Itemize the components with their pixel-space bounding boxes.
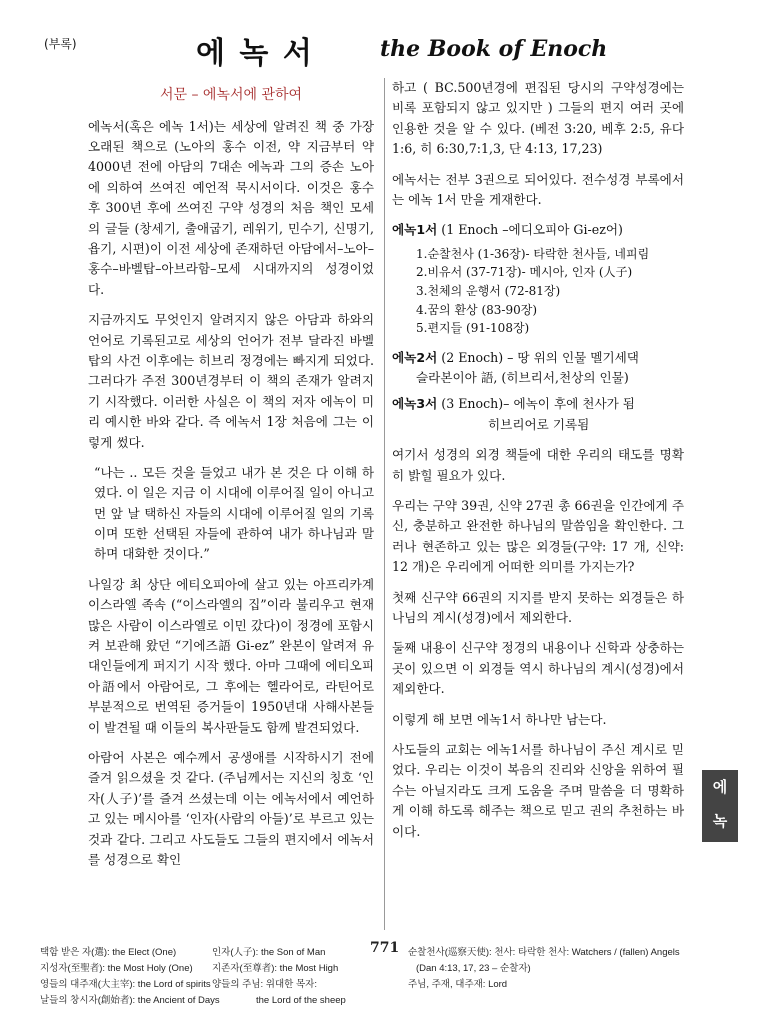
glossary-entry: 택함 받은 자(選): the Elect (One) xyxy=(40,947,177,958)
book-3-subline: 히브리어로 기록됨 xyxy=(488,416,590,432)
paragraph: 첫째 신구약 66권의 지지를 받지 못하는 외경들은 하나님의 계시(성경)에서 제외한다. xyxy=(392,589,684,625)
paragraph: 지금까지도 무엇인지 알려지지 않은 아담과 하와의 언어로 기록된고로 세상의 언어가 전부 달라진 바벨탑의 사건 이후에는 히브리 정경에는 빠지게 되었다. 그러다가 주전 300년경부터 이 책의 존재가 알려지기 시작했다. 이러한 사실은 이 책의 저자 에녹이 미리 예시한 바와 같다. 즉 에녹서 1장 처음에 그는 이렇게 썼다. xyxy=(88,312,374,450)
book-3-name: 에녹3서 xyxy=(392,396,438,412)
list-item: 3.천체의 운행서 (72-81장) xyxy=(416,283,561,298)
glossary-entry: the Lord of the sheep xyxy=(256,995,346,1006)
section-heading: 서문 – 에녹서에 관하여 xyxy=(159,87,303,103)
paragraph: 아람어 사본은 예수께서 공생애를 시작하시기 전에 즐겨 읽으셨을 것 같다. (주님께서는 지신의 칭호 ‘인자(人子)’를 즐겨 쓰셨는데 이는 에녹서에서 예언하고 있는 메시아를 ‘인자(사람의 아들)’로 부르고 있는 것과 같다. 그리고 사도들도 그들의 편지에서 에녹서를 성경으로 확인 xyxy=(88,750,374,867)
side-tab-char: 에 xyxy=(712,778,728,796)
side-tab-char: 녹 xyxy=(712,812,728,830)
list-item: 4.꿈의 환상 (83-90장) xyxy=(416,302,537,317)
paragraph: 에녹서는 전부 3권으로 되어있다. 전수성경 부록에서는 에녹 1서 만을 게재한다. xyxy=(392,171,684,207)
left-column xyxy=(88,84,374,880)
column-divider xyxy=(384,78,385,930)
title-english: the Book of Enoch xyxy=(380,36,608,62)
list-item: 2.비유서 (37-71장)- 메시아, 인자 (人子) xyxy=(416,265,633,280)
book-2-name: 에녹2서 xyxy=(392,349,438,365)
quote-paragraph: “나는 .. 모든 것을 들었고 내가 본 것은 다 이해 하였다. 이 일은 지금 이 시대에 이루어질 일이 아니고 먼 앞 날 택하신 자들의 시대에 이루어질 일의 기록이며 또한 선택된 자들에 관하여 내가 하나님과 말하며 대화한 것이다.” xyxy=(94,464,374,562)
book-1-desc: (1 Enoch –에디오피아 Gi-ez어) xyxy=(441,222,623,238)
glossary-left xyxy=(40,945,220,1009)
paragraph: 우리는 구약 39권, 신약 27권 총 66권을 인간에게 주신, 충분하고 완전한 하나님의 말씀임을 확인한다. 그러나 현존하고 있는 많은 외경들(구약: 17 개, 신약: 12 개)은 우리에게 어떠한 의미를 가지는가? xyxy=(392,498,684,575)
paragraph: 에녹서(혹은 에녹 1서)는 세상에 알려진 책 중 가장 오래된 책으로 (노아의 홍수 이전, 약 지금부터 약 4000년 전에 아담의 7대손 에녹과 그의 증손 노아에 의하여 쓰여진 예언적 묵시서이다. 이것은 홍수 후 300년 후에 쓰여진 구약 성경의 처음 책인 모세의 글들 (창세기, 출애굽기, 레위기, 민수기, 신명기, 욥기, 시편)이 이전 세상에 존재하던 아담에서–노아–홍수–바벨탑–아브라함–모세 시대까지의 성경이었다. xyxy=(88,118,374,297)
paragraph: 이렇게 해 보면 에녹1서 하나만 남는다. xyxy=(392,711,607,727)
list-item: 1.순찰천사 (1-36장)- 타락한 천사들, 네피림 xyxy=(416,246,650,261)
paragraph: 나일강 최 상단 에티오피아에 살고 있는 아프리카계 이스라엘 족속 (“이스라엘의 집”이라 불리우고 현재 많은 사람이 이스라엘로 이민 갔다)이 정경에 포함시켜 보관해 왔던 “기에즈語 Gi-ez” 완본이 알려져 유대인들에게 퍼지기 시작 했다. 아마 그때에 에티오피아語에서 아람어로, 그 후에는 헬라어로, 라틴어로 부분적으로 번역된 증거들이 1950년대 사해사본들이 발견될 때 이들의 복사판들도 함께 발견되었다. xyxy=(88,576,374,735)
paragraph: 하고 ( BC.500년경에 편집된 당시의 구약성경에는 비록 포함되지 않고 있지만 ) 그들의 편지 여러 곳에 인용한 것을 알 수 있다. (베전 3:20, 베후 2:5, 유다 1:6, 히 6:30,7:1,3, 단 4:13, 17,23) xyxy=(392,80,684,157)
footer-glossary xyxy=(0,940,768,1024)
glossary-entry: 인자(人子): the Son of Man xyxy=(212,947,326,958)
book-2-desc: (2 Enoch) – 땅 위의 인물 멜기세댁 xyxy=(441,349,639,365)
glossary-entry: (Dan 4:13, 17, 23 – 순찰자) xyxy=(416,963,531,974)
book-1-name: 에녹1서 xyxy=(392,222,438,238)
section-side-tab xyxy=(702,770,738,842)
glossary-entry: 지성자(至聖者): the Most Holy (One) xyxy=(40,963,193,974)
glossary-entry: 날들의 창시자(創始者): the Ancient of Days xyxy=(40,995,220,1006)
glossary-entry: 지존자(至尊者): the Most High xyxy=(212,963,339,974)
glossary-entry: 양들의 주님: 위대한 목자: xyxy=(212,979,317,990)
book-1-entry xyxy=(392,220,684,240)
glossary-entry: 영들의 대주재(大主宰): the Lord of spirits xyxy=(40,979,211,990)
book-3-entry xyxy=(392,394,684,435)
paragraph: 사도들의 교회는 에녹1서를 하나님이 주신 계시로 믿었다. 우리는 이것이 복음의 진리와 신앙을 위하여 필수는 아닐지라도 크게 도움을 주며 말씀을 더 명확하게 이해 하도록 해주는 책으로 믿고 권의 추천하는 바이다. xyxy=(392,741,684,839)
book-2-entry xyxy=(392,348,684,389)
title-korean: 에 녹 서 xyxy=(196,36,314,71)
book-3-desc: (3 Enoch)– 에녹이 후에 천사가 됨 xyxy=(441,396,635,412)
page-number: 771 xyxy=(370,940,400,956)
right-column xyxy=(392,78,684,852)
glossary-middle xyxy=(212,945,346,1009)
glossary-right xyxy=(408,945,680,993)
book-2-subline: 슬라본이아 語, (히브리서,천상의 인물) xyxy=(416,370,629,386)
paragraph: 여기서 성경의 외경 책들에 대한 우리의 태도를 명확히 밝힐 필요가 있다. xyxy=(392,447,684,483)
paragraph: 둘째 내용이 신구약 정경의 내용이나 신학과 상충하는 곳이 있으면 이 외경들 역시 하나님의 계시(성경)에서 제외한다. xyxy=(392,640,684,697)
page-header xyxy=(0,0,768,70)
appendix-tag: (부록) xyxy=(44,37,77,51)
list-item: 5.편지들 (91-108장) xyxy=(416,321,530,336)
book-1-contents xyxy=(392,245,684,338)
glossary-entry: 순찰천사(巡察天使): 천사: 타락한 천사: Watchers / (fallen) Angels xyxy=(408,947,680,958)
glossary-entry: 주님, 주재, 대주재: Lord xyxy=(408,979,508,990)
